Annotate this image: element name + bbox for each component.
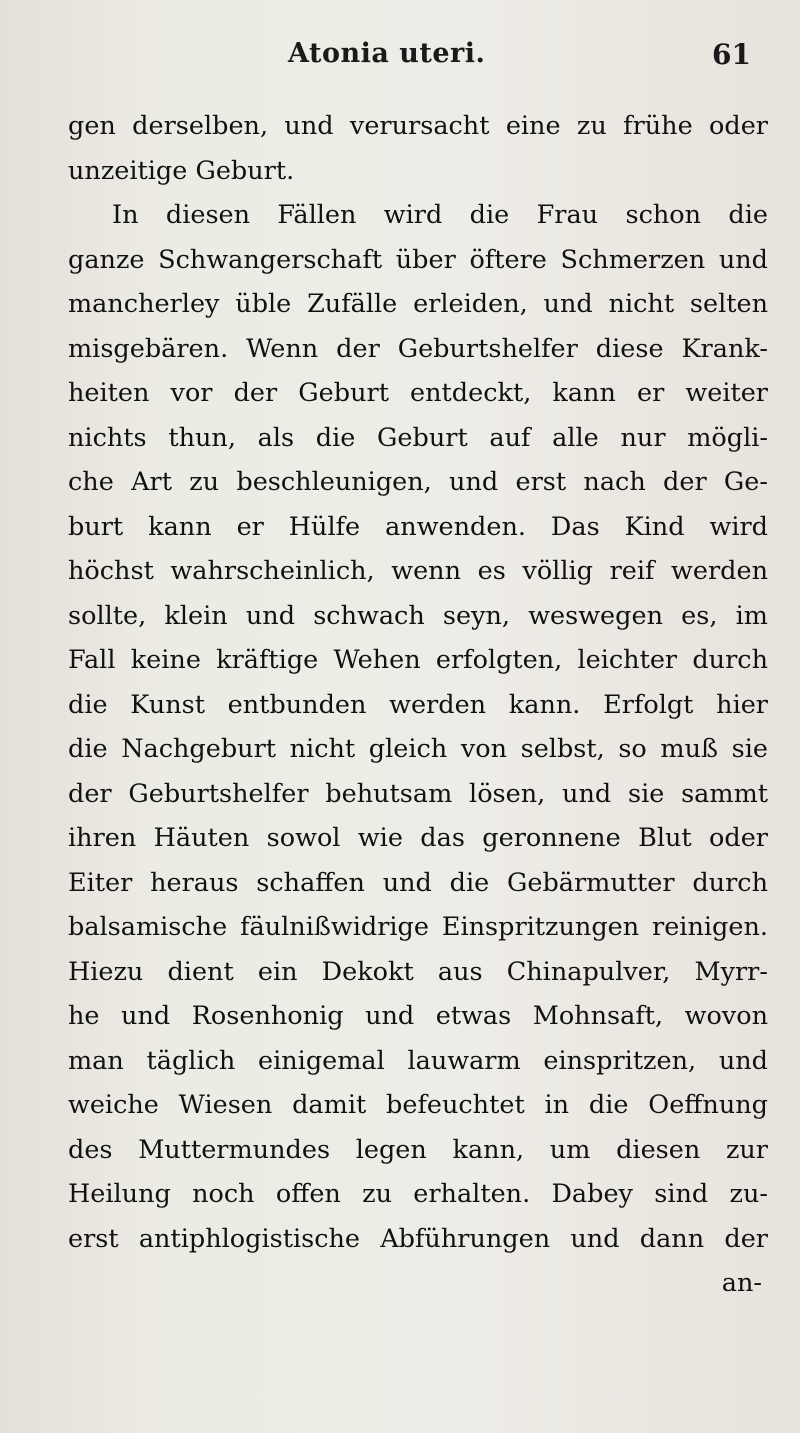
text-line: ihren Häuten sowol wie das geronnene Blut oder <box>68 823 768 853</box>
text-line: mancherley üble Zufälle erleiden, und nicht selten <box>68 289 768 319</box>
running-head <box>0 38 800 88</box>
text-line: In diesen Fällen wird die Frau schon die <box>112 200 768 230</box>
text-line: Eiter heraus schaffen und die Gebärmutter durch <box>68 867 768 898</box>
text-line: nichts thun, als die Geburt auf alle nur mögli- <box>68 422 768 453</box>
body-text <box>68 104 768 1306</box>
text-line: die Kunst entbunden werden kann. Erfolgt hier <box>68 689 768 720</box>
text-line: he und Rosenhonig und etwas Mohnsaft, wovon <box>68 1001 768 1031</box>
page-number: 61 <box>712 38 751 71</box>
running-head-title: Atonia uteri. <box>288 38 486 69</box>
text-line: der Geburtshelfer behutsam lösen, und sie sammt <box>68 778 768 809</box>
text-line: misgebären. Wenn der Geburtshelfer diese Krank- <box>68 333 768 364</box>
catchword: an- <box>721 1268 762 1298</box>
text-line: ganze Schwangerschaft über öftere Schmerzen und <box>68 244 768 275</box>
text-line: höchst wahrscheinlich, wenn es völlig reif werden <box>68 556 768 586</box>
text-line: man täglich einigemal lauwarm einspritzen, und <box>68 1045 768 1076</box>
text-line: Fall keine kräftige Wehen erfolgten, leichter durch <box>68 645 768 675</box>
text-line: die Nachgeburt nicht gleich von selbst, so muß sie <box>68 734 768 764</box>
text-line: unzeitige Geburt. <box>68 155 295 186</box>
text-line: des Muttermundes legen kann, um diesen zur <box>68 1134 768 1165</box>
text-line: heiten vor der Geburt entdeckt, kann er weiter <box>68 378 768 408</box>
text-line: che Art zu beschleunigen, und erst nach der Ge- <box>68 467 768 497</box>
text-line: Heilung noch offen zu erhalten. Dabey sind zu- <box>68 1179 768 1209</box>
text-line: burt kann er Hülfe anwenden. Das Kind wird <box>68 511 768 542</box>
text-line: sollte, klein und schwach seyn, weswegen es, im <box>68 600 768 631</box>
text-line: balsamische fäulnißwidrige Einspritzungen reinigen. <box>68 912 768 942</box>
text-line: weiche Wiesen damit befeuchtet in die Oeffnung <box>68 1090 768 1120</box>
text-line: erst antiphlogistische Abführungen und dann der <box>68 1223 768 1254</box>
text-line: gen derselben, und verursacht eine zu frühe oder <box>68 111 768 141</box>
text-line: Hiezu dient ein Dekokt aus Chinapulver, Myrr- <box>68 956 768 987</box>
